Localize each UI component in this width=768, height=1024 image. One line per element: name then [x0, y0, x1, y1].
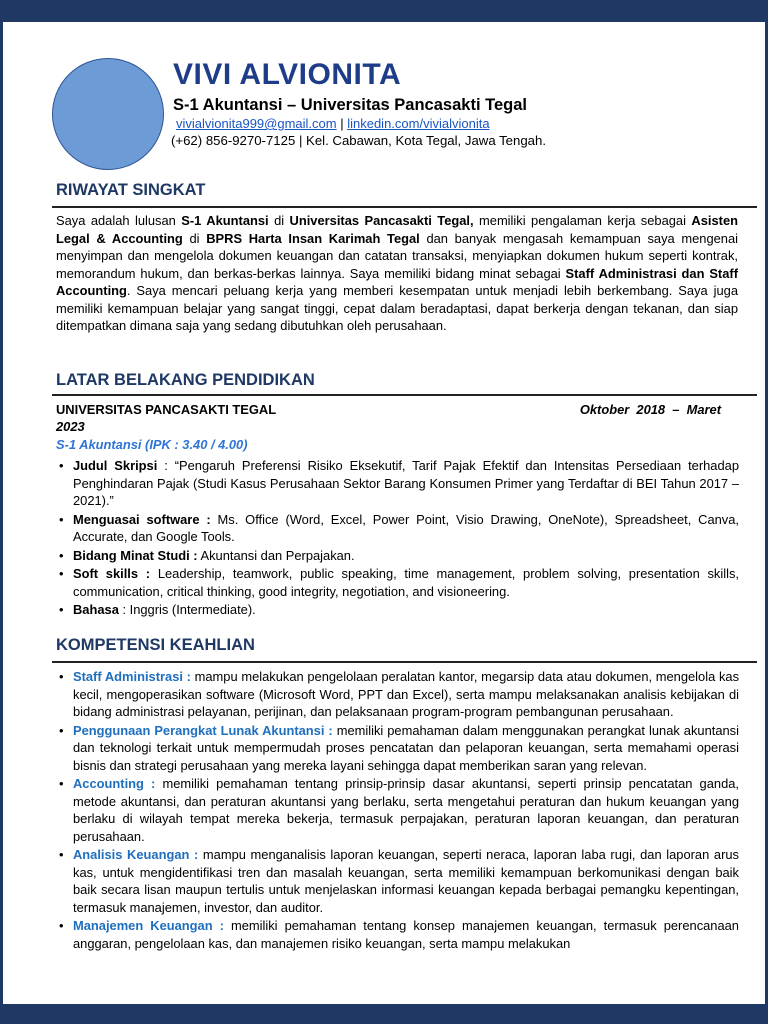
summary-text-segment: S-1 Akuntansi — [181, 213, 269, 228]
education-item-label: Bidang Minat Studi : — [73, 547, 198, 563]
education-item — [59, 457, 739, 510]
bullet-icon: • — [59, 458, 64, 473]
education-divider — [52, 394, 757, 396]
education-date-end: 2023 — [56, 419, 85, 434]
summary-heading: RIWAYAT SINGKAT — [56, 181, 206, 199]
skills-item — [59, 917, 739, 952]
summary-text-segment: memiliki pengalaman kerja sebagai — [473, 213, 692, 228]
education-school: UNIVERSITAS PANCASAKTI TEGAL — [56, 402, 277, 417]
skills-item-text: mampu melakukan pengelolaan peralatan kantor, megarsip data atau dokumen, mengelola kas kecil, mengoperasikan software (Microsoft Word, PPT dan Excel), serta mampu melaksanakan analisis kebijakan di bidang administrasi pelayanan, perijinan, dan pelaksanaan program-program pembangunan perusahaan. — [73, 669, 740, 719]
education-item — [59, 601, 739, 619]
education-item — [59, 547, 739, 565]
contact-phone-address: (+62) 856-9270-7125 | Kel. Cabawan, Kota Tegal, Jawa Tengah. — [171, 133, 547, 148]
bullet-icon: • — [59, 847, 64, 862]
summary-text-segment: dan banyak mengasah kemampuan saya mengenai menyimpan dan mengelola dokumen keuangan dan catatan transaksi, menyiapkan dokumen hukum seperti kontrak, memorandum hukum, dan berkas-berkas lainnya. Saya memiliki bidang minat sebagai — [56, 230, 739, 281]
left-border-line — [0, 22, 3, 1004]
skills-heading: KOMPETENSI KEAHLIAN — [56, 636, 255, 654]
bullet-icon: • — [59, 511, 64, 527]
email-link[interactable]: vivialvionita999@gmail.com — [176, 116, 337, 131]
education-item-label: Bahasa — [73, 602, 119, 617]
education-item-separator: : — [118, 602, 130, 617]
skills-item — [59, 846, 739, 916]
contact-separator: | — [336, 116, 348, 131]
summary-text-segment: di — [268, 213, 290, 228]
skills-item-text: memiliki pemahaman tentang konsep manajemen keuangan, termasuk perencanaan anggaran, pengelolaan kas, dan manajemen risiko keuangan, serta mampu melakukan — [73, 918, 739, 951]
bullet-icon: • — [59, 566, 64, 581]
bullet-icon: • — [59, 669, 64, 684]
summary-text-segment: Staff Administrasi dan Staff Accounting — [56, 265, 738, 298]
linkedin-link[interactable]: linkedin.com/vivialvionita — [347, 116, 490, 131]
skills-item-label: Manajemen Keuangan : — [73, 918, 224, 933]
education-item-separator — [211, 512, 218, 527]
skills-item — [59, 668, 740, 721]
bullet-icon: • — [59, 776, 64, 791]
education-item-label: Menguasai software : — [73, 511, 211, 527]
bullet-icon: • — [59, 547, 64, 563]
summary-text-segment: Asisten Legal & Accounting — [56, 213, 738, 246]
bottom-border-bar — [0, 1004, 768, 1024]
education-item-text: “Pengaruh Preferensi Risiko Eksekutif, Tarif Pajak Efektif dan Intensitas Persediaan terhadap Penghindaran Pajak (Studi Kasus Perusahaan Sektor Barang Konsumen Primer yang Terdaftar di BEI Tahun 2017 – 2021).” — [73, 458, 739, 508]
education-heading: LATAR BELAKANG PENDIDIKAN — [56, 371, 315, 389]
summary-text-segment: . Saya mencari peluang kerja yang memberi kesempatan untuk menjadi lebih berkembang. Saya juga memiliki kemampuan belajar yang sangat tinggi, cepat dalam beradaptasi, dapat berkerja dengan tekanan, dan siap ditempatkan dimana saja yang sedang dibutuhkan oleh perusahaan. — [56, 283, 738, 333]
skills-item — [59, 722, 739, 775]
skills-divider — [52, 661, 757, 663]
education-item-label: Soft skills : — [73, 566, 151, 581]
summary-text-segment: Saya adalah lulusan — [56, 213, 182, 228]
skills-item-text: memiliki pemahaman tentang prinsip-prinsip dasar akuntansi, seperti prinsip pencatatan ganda, metode akuntansi, dan peraturan akuntansi yang berlaku, serta mengetahui peraturan dan hukum keuangan yang berlaku di wilayah tempat mereka bekerja, termasuk perpajakan, peraturan laporan keuangan, dan peraturan perusahaan. — [73, 776, 739, 844]
summary-text-segment: Universitas Pancasakti Tegal, — [289, 213, 474, 228]
skills-item-text: memiliki pemahaman dalam menggunakan perangkat lunak akuntansi dan teknologi terkait untuk mempermudah proses pencatatan dan pelaporan keuangan, serta memahami operasi bisnis dan strategi perusahaan yang mereka layani sehingga dapat memberikan saran yang relevan. — [73, 722, 739, 773]
education-item-text: Inggris (Intermediate). — [129, 602, 256, 617]
bullet-icon: • — [59, 918, 64, 933]
education-item-text: Ms. Office (Word, Excel, Power Point, Visio Drawing, OneNote), Spreadsheet, Canva, Accurate, dan Google Tools. — [73, 511, 739, 544]
top-border-bar — [0, 0, 768, 22]
education-degree: S-1 Akuntansi (IPK : 3.40 / 4.00) — [56, 437, 248, 452]
summary-text-segment: BPRS Harta Insan Karimah Tegal — [206, 230, 420, 246]
skills-item-label: Analisis Keuangan : — [73, 847, 199, 862]
skills-item — [59, 775, 739, 845]
skills-item-label: Penggunaan Perangkat Lunak Akuntansi : — [73, 722, 333, 738]
candidate-degree: S-1 Akuntansi – Universitas Pancasakti Tegal — [173, 96, 527, 114]
profile-photo-placeholder — [52, 58, 164, 170]
education-details-list — [56, 457, 739, 620]
education-item — [59, 565, 739, 600]
education-item-text: Leadership, teamwork, public speaking, time management, problem solving, presentation skills, communication, critical thinking, good integrity, negotiation, and visioneering. — [73, 566, 739, 599]
summary-text-segment: di — [182, 230, 207, 246]
skills-item-text: mampu menganalisis laporan keuangan, seperti neraca, laporan laba rugi, dan laporan arus kas, untuk mengidentifikasi tren dan masalah keuangan, serta memiliki kemampuan berkomunikasi dengan baik baik secara lisan maupun tertulis untuk menjelaskan informasi keuangan kepada berbagai pemangku kepentingan, termasuk manajemen, investor, dan auditor. — [73, 847, 739, 915]
bullet-icon: • — [59, 602, 64, 617]
education-date-start: Oktober 2018 – Maret — [579, 402, 721, 417]
skills-item-label: Staff Administrasi : — [73, 669, 191, 684]
skills-list — [56, 668, 739, 953]
education-item-label: Judul Skripsi — [73, 458, 158, 473]
skills-item-label: Accounting : — [73, 776, 156, 791]
summary-paragraph — [56, 212, 738, 335]
bullet-icon: • — [59, 722, 64, 738]
education-item-text: Akuntansi dan Perpajakan. — [200, 547, 355, 563]
education-item-separator — [150, 566, 158, 581]
contact-links — [176, 116, 490, 131]
education-item — [59, 511, 739, 546]
education-item-separator: : — [157, 458, 175, 473]
candidate-name: VIVI ALVIONITA — [173, 58, 402, 91]
summary-divider — [52, 206, 757, 208]
